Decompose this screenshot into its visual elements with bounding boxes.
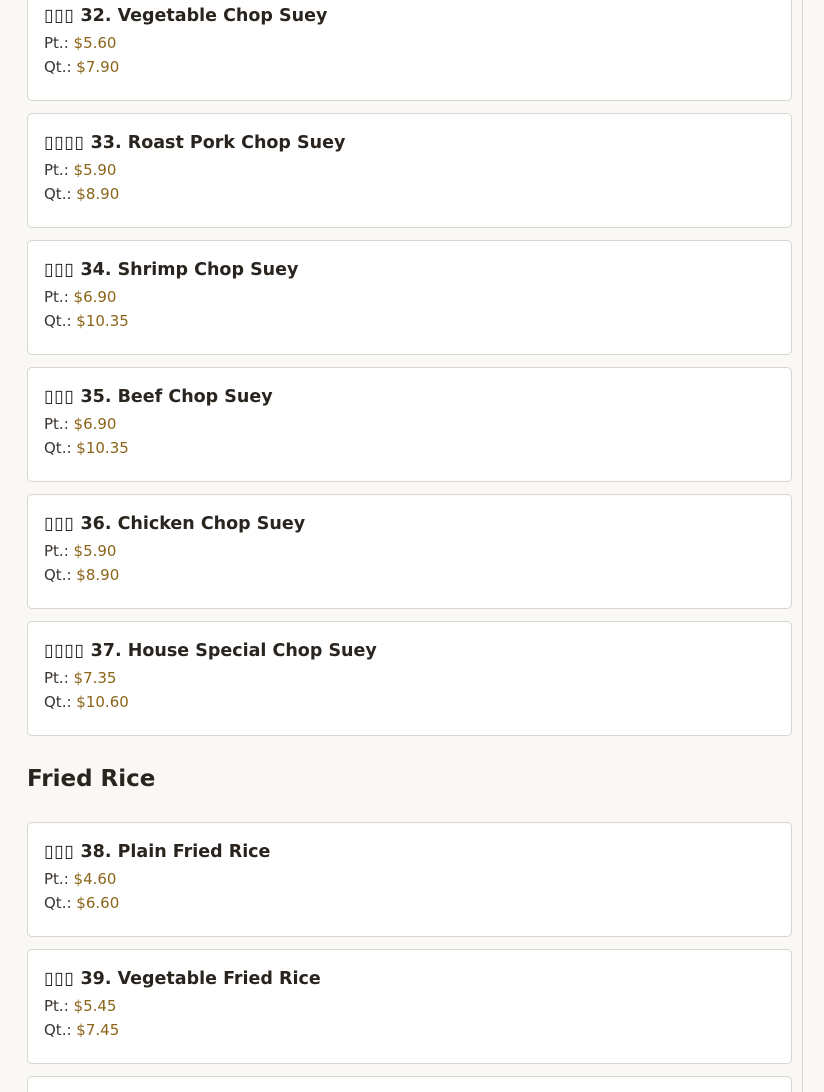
pint-price-row bbox=[44, 994, 775, 1018]
menu-item-card[interactable] bbox=[27, 0, 792, 101]
pint-label: Pt.: bbox=[44, 415, 69, 433]
pint-price: $7.35 bbox=[73, 669, 117, 687]
menu-item-name: 34. Shrimp Chop Suey bbox=[80, 260, 299, 280]
quart-price: $10.60 bbox=[76, 693, 129, 711]
pint-label: Pt.: bbox=[44, 288, 69, 306]
quart-price: $10.35 bbox=[76, 439, 129, 457]
chinese-name-glyphs: ▯▯▯ bbox=[44, 842, 75, 862]
menu-item-name: 39. Vegetable Fried Rice bbox=[80, 969, 321, 989]
quart-price: $10.35 bbox=[76, 312, 129, 330]
quart-label: Qt.: bbox=[44, 439, 72, 457]
menu-item-card[interactable] bbox=[27, 949, 792, 1064]
pint-price-row bbox=[44, 158, 775, 182]
quart-price-row bbox=[44, 182, 775, 206]
pint-price: $5.45 bbox=[73, 997, 117, 1015]
section-heading-fried-rice: Fried Rice bbox=[27, 766, 156, 792]
pint-price-row bbox=[44, 666, 775, 690]
quart-price-row bbox=[44, 690, 775, 714]
menu-item-card[interactable] bbox=[27, 113, 792, 228]
quart-price: $8.90 bbox=[76, 185, 120, 203]
pint-price: $4.60 bbox=[73, 870, 117, 888]
menu-item-title bbox=[44, 382, 775, 412]
menu-item-title bbox=[44, 128, 775, 158]
pint-price-row bbox=[44, 31, 775, 55]
chinese-name-glyphs: ▯▯▯ bbox=[44, 260, 75, 280]
quart-price: $7.45 bbox=[76, 1021, 120, 1039]
menu-item-name: 36. Chicken Chop Suey bbox=[80, 514, 306, 534]
chinese-name-glyphs: ▯▯▯ bbox=[44, 514, 75, 534]
menu-item-title bbox=[44, 636, 775, 666]
menu-item-card[interactable] bbox=[27, 494, 792, 609]
pint-price: $5.60 bbox=[73, 34, 117, 52]
menu-list bbox=[27, 0, 792, 1092]
quart-label: Qt.: bbox=[44, 566, 72, 584]
menu-item-card[interactable] bbox=[27, 621, 792, 736]
menu-item-card[interactable] bbox=[27, 240, 792, 355]
menu-item-card[interactable] bbox=[27, 822, 792, 937]
quart-price: $6.60 bbox=[76, 894, 120, 912]
menu-item-card[interactable] bbox=[27, 1076, 792, 1092]
pint-price: $6.90 bbox=[73, 288, 117, 306]
menu-item-name: 35. Beef Chop Suey bbox=[80, 387, 273, 407]
quart-price: $7.90 bbox=[76, 58, 120, 76]
chinese-name-glyphs: ▯▯▯ bbox=[44, 6, 75, 26]
pint-label: Pt.: bbox=[44, 161, 69, 179]
quart-label: Qt.: bbox=[44, 312, 72, 330]
quart-price-row bbox=[44, 1018, 775, 1042]
pint-price-row bbox=[44, 867, 775, 891]
menu-item-name: 37. House Special Chop Suey bbox=[90, 641, 377, 661]
quart-price-row bbox=[44, 563, 775, 587]
pint-label: Pt.: bbox=[44, 542, 69, 560]
menu-item-title bbox=[44, 1, 775, 31]
chinese-name-glyphs: ▯▯▯▯ bbox=[44, 133, 85, 153]
menu-item-card[interactable] bbox=[27, 367, 792, 482]
menu-item-title bbox=[44, 964, 775, 994]
pint-price: $5.90 bbox=[73, 161, 117, 179]
quart-label: Qt.: bbox=[44, 693, 72, 711]
quart-price-row bbox=[44, 891, 775, 915]
quart-price: $8.90 bbox=[76, 566, 120, 584]
chinese-name-glyphs: ▯▯▯▯ bbox=[44, 641, 85, 661]
pint-price-row bbox=[44, 285, 775, 309]
pint-label: Pt.: bbox=[44, 870, 69, 888]
menu-item-name: 38. Plain Fried Rice bbox=[80, 842, 271, 862]
pint-label: Pt.: bbox=[44, 34, 69, 52]
quart-label: Qt.: bbox=[44, 185, 72, 203]
pint-price-row bbox=[44, 539, 775, 563]
menu-item-title bbox=[44, 509, 775, 539]
content-divider bbox=[802, 0, 803, 1092]
chinese-name-glyphs: ▯▯▯ bbox=[44, 969, 75, 989]
pint-label: Pt.: bbox=[44, 997, 69, 1015]
quart-label: Qt.: bbox=[44, 1021, 72, 1039]
quart-price-row bbox=[44, 309, 775, 333]
pint-price: $6.90 bbox=[73, 415, 117, 433]
pint-price: $5.90 bbox=[73, 542, 117, 560]
menu-item-title bbox=[44, 255, 775, 285]
quart-label: Qt.: bbox=[44, 58, 72, 76]
quart-label: Qt.: bbox=[44, 894, 72, 912]
chinese-name-glyphs: ▯▯▯ bbox=[44, 387, 75, 407]
quart-price-row bbox=[44, 436, 775, 460]
menu-item-name: 33. Roast Pork Chop Suey bbox=[90, 133, 346, 153]
quart-price-row bbox=[44, 55, 775, 79]
pint-label: Pt.: bbox=[44, 669, 69, 687]
menu-item-title bbox=[44, 837, 775, 867]
pint-price-row bbox=[44, 412, 775, 436]
menu-item-name: 32. Vegetable Chop Suey bbox=[80, 6, 328, 26]
